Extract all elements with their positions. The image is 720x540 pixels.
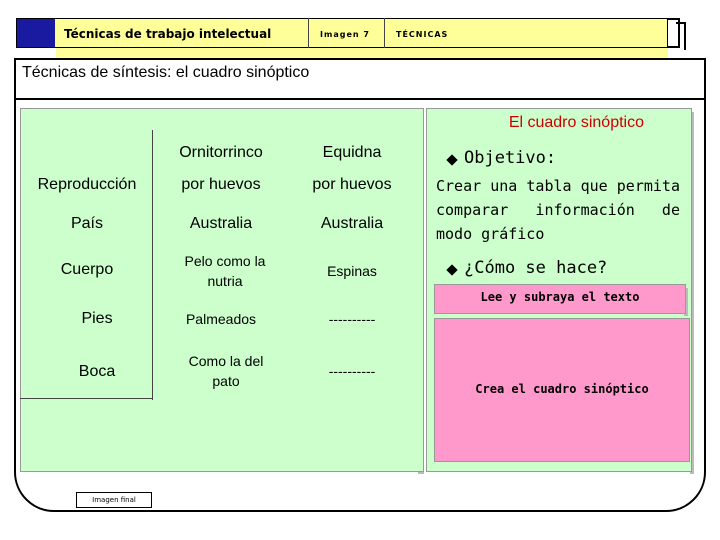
- objective-label: Objetivo:: [464, 148, 557, 168]
- table-row-label: Boca: [78, 363, 116, 380]
- title-divider: [14, 98, 706, 100]
- table-cell: ----------: [328, 311, 376, 327]
- table-row-divider: [20, 398, 152, 399]
- table-row-label: Cuerpo: [60, 261, 114, 278]
- header-accent-block: [17, 19, 55, 47]
- panel-title: El cuadro sinóptico: [508, 114, 644, 131]
- table-row-label: Reproducción: [37, 176, 137, 193]
- step-1-text: Lee y subraya el texto: [480, 290, 640, 304]
- header-title: Técnicas de trabajo intelectual: [64, 27, 272, 41]
- header-section-label: TÉCNICAS: [396, 30, 449, 39]
- table-cell: Australia: [189, 215, 253, 232]
- table-cell: ----------: [328, 363, 376, 379]
- how-label: ¿Cómo se hace?: [464, 258, 608, 278]
- header-divider: [384, 18, 385, 48]
- step-2-text: Crea el cuadro sinóptico: [475, 382, 649, 396]
- objective-text: Crear una tabla que permita comparar información de modo gráfico: [436, 177, 680, 243]
- table-cell: Pelo como la nutria: [184, 253, 266, 289]
- table-cell: Australia: [320, 215, 384, 232]
- table-column-header: Ornitorrinco: [179, 144, 263, 161]
- table-cell: Espinas: [327, 263, 377, 279]
- table-column-divider: [152, 130, 153, 400]
- table-column-header: Equidna: [322, 144, 382, 161]
- header-corner-bracket: [676, 22, 686, 50]
- slide-title: Técnicas de síntesis: el cuadro sinóptico: [22, 64, 310, 81]
- table-cell: por huevos: [181, 176, 261, 193]
- table-row-label: Pies: [81, 310, 113, 327]
- table-cell: Palmeados: [185, 311, 257, 327]
- header-divider: [308, 18, 309, 48]
- header-image-label: Imagen 7: [320, 30, 370, 39]
- table-cell: por huevos: [312, 176, 392, 193]
- header-strip: [56, 48, 668, 58]
- table-cell: Como la del pato: [188, 353, 264, 389]
- image-caption: Imagen final: [76, 492, 152, 508]
- table-row-label: País: [70, 215, 103, 232]
